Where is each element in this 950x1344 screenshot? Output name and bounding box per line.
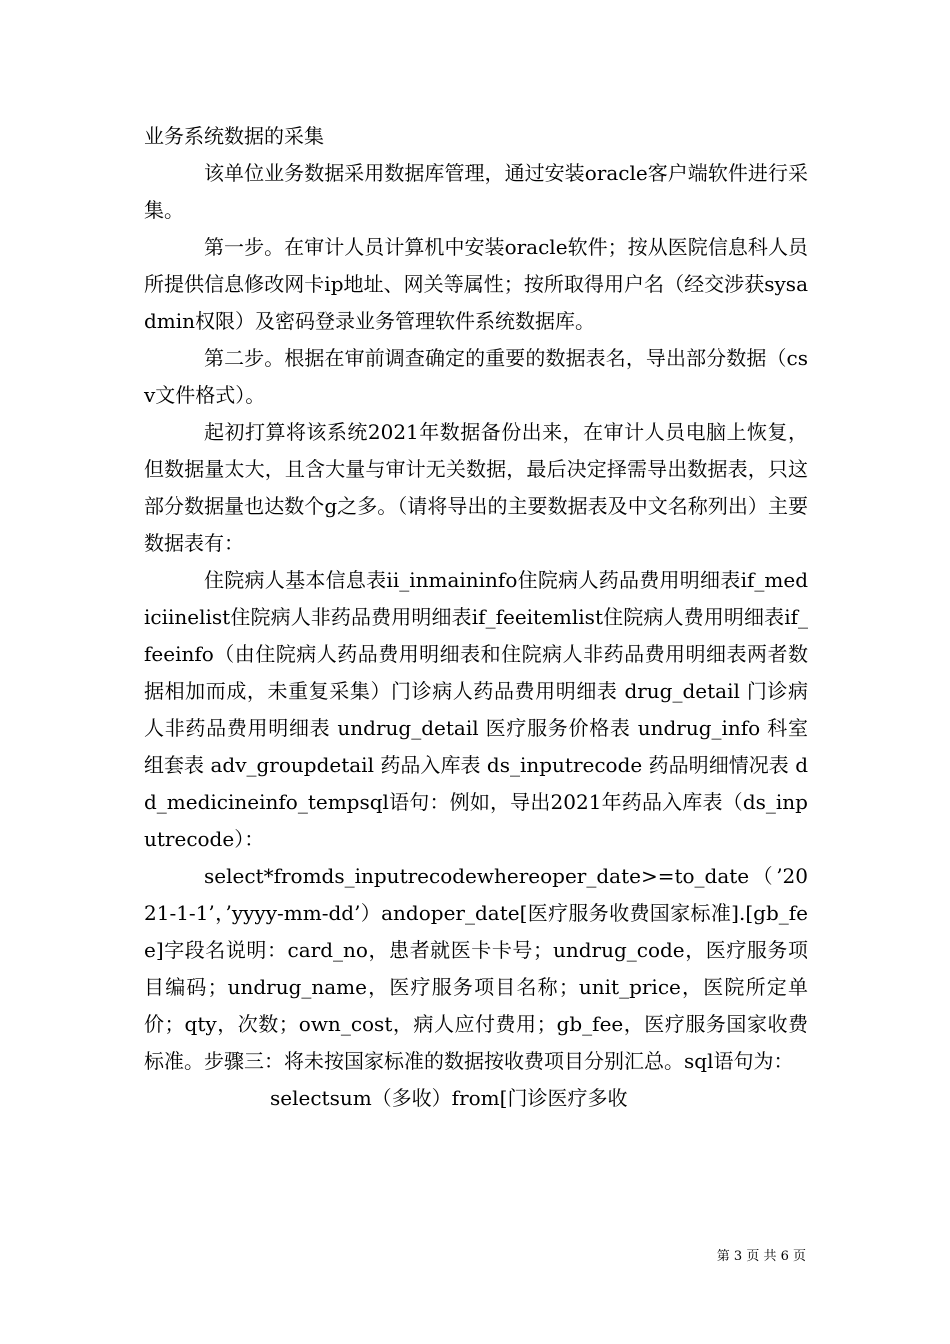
page-number: 第 3 页 共 6 页 [716,1249,806,1264]
paragraph-intro: 该单位业务数据采用数据库管理，通过安装oracle客户端软件进行采集。 [144,161,808,222]
section-heading: 业务系统数据的采集 [144,124,324,148]
paragraph-step-two: 第二步。根据在审前调查确定的重要的数据表名，导出部分数据（csv文件格式）。 [144,346,808,407]
paragraph-step-one: 第一步。在审计人员计算机中安装oracle软件；按从医院信息科人员所提供信息修改网卡ip地址、网关等属性；按所取得用户名（经交涉获sysadmin权限）及密码登录业务管理软件系统数据库。 [144,235,808,333]
paragraph-sql-sum: selectsum（多收）from[门诊医疗多收 [270,1086,628,1110]
paragraph-table-list: 住院病人基本信息表ii_inmaininfo住院病人药品费用明细表if_mediciinelist住院病人非药品费用明细表if_feeitemlist住院病人费用明细表if_feeinfo（由住院病人药品费用明细表和住院病人非药品费用明细表两者数据相加而成，未重复采集）门诊病人药品费用明细表 drug_detail 门诊病人非药品费用明细表 undrug_detail 医疗服务价格表 undrug_info 科室组套表 adv_groupdetail 药品入库表 ds_inputrecode 药品明细情况表 dd_medicineinfo_tempsql语句：例如，导出2021年药品入库表（ds_inputrecode）： [144,568,808,851]
document-body [144,118,808,1117]
paragraph-sql-example: select*fromds_inputrecodewhereoper_date>=to_date（’2021-1-1’，’yyyy-mm-dd’）andoper_date[医疗服务收费国家标准].[gb_fee]字段名说明：card_no，患者就医卡卡号；undrug_code，医疗服务项目编码；undrug_name，医疗服务项目名称；unit_price，医院所定单价；qty，次数；own_cost，病人应付费用；gb_fee，医疗服务国家收费标准。步骤三：将未按国家标准的数据按收费项目分别汇总。sql语句为： [144,864,808,1073]
paragraph-backup-plan: 起初打算将该系统2021年数据备份出来，在审计人员电脑上恢复，但数据量太大，且含大量与审计无关数据，最后决定择需导出数据表，只这部分数据量也达数个g之多。（请将导出的主要数据表及中文名称列出）主要数据表有： [144,420,808,555]
